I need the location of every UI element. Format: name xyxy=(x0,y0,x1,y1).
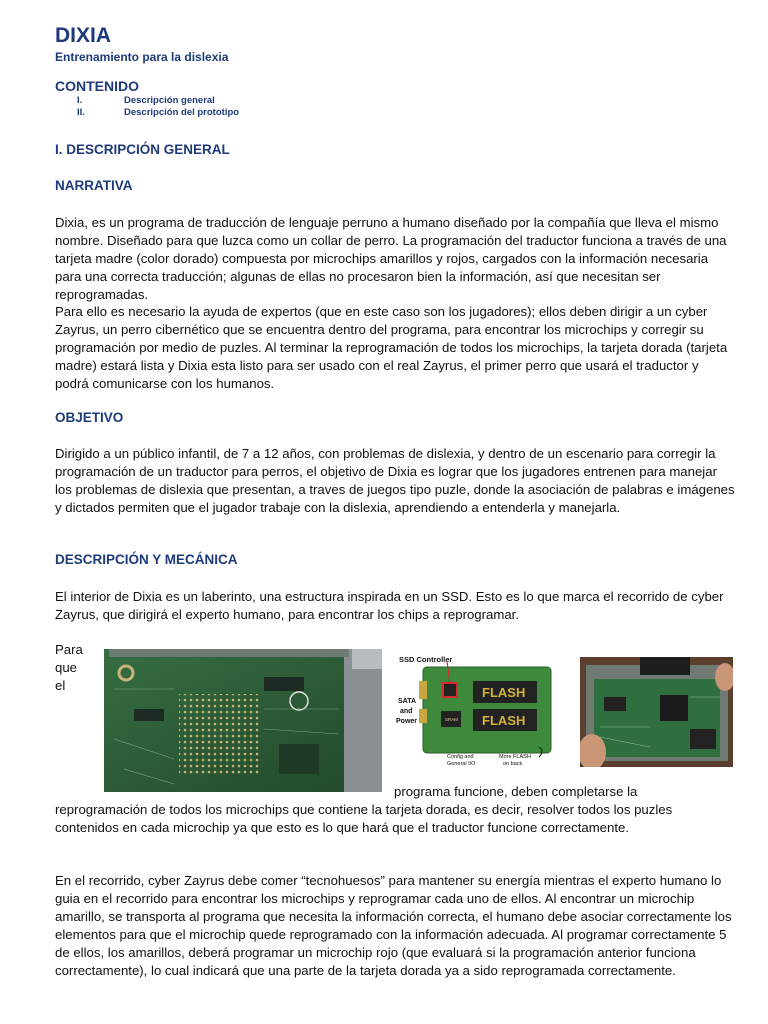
ssd-diagram xyxy=(395,653,553,767)
contents-heading: CONTENIDO xyxy=(55,78,139,94)
narrativa-paragraph-2: Para ello es necesario la ayuda de expertos (que en este caso son los jugadores); ellos deben dirigir a un cyber Zayrus, un perro cibernético que se encuentra dentro del programa, para encontrar los microchips y corregir su programación por medio de puzles. Al terminar la reprogramación de todos los microchips, la tarjeta dorada (tarjeta madre) estará lista y Dixia esta listo para ser usado con el real Zayrus, el primer perro que usará el traductor y podrá comunicarse con los humanos. xyxy=(55,304,728,391)
sata-label-1: SATA xyxy=(398,698,417,705)
section-heading-descripcion: DESCRIPCIÓN Y MECÁNICA xyxy=(55,552,238,567)
config-label-1: Config and xyxy=(447,754,474,760)
section-heading-narrativa: NARRATIVA xyxy=(55,178,133,193)
toc-number: I. xyxy=(77,95,83,106)
section-heading-general: I. DESCRIPCIÓN GENERAL xyxy=(55,142,230,157)
more-flash-label-1: More FLASH xyxy=(499,754,531,760)
objetivo-paragraph: Dirigido a un público infantil, de 7 a 12 años, con problemas de dislexia, y dentro de un escenario para corregir la programación de un traductor para perros, el objetivo de Dixia es lograr que los jugadores entrenen para manejar los problemas de dislexia que presentan, a traves de juegos tipo puzle, donde la asociación de palabras e imágenes y dictados permiten que el jugador trabaje con la dislexia, aprendiendo a entenderla y manejarla. xyxy=(55,446,735,515)
toc-label[interactable]: Descripción del prototipo xyxy=(124,107,240,118)
pcb-photo xyxy=(104,649,382,792)
para-word: el xyxy=(55,678,66,693)
doc-subtitle: Entrenamiento para la dislexia xyxy=(55,50,229,64)
descripcion-paragraph-2: reprogramación de todos los microchips que contiene la tarjeta dorada, es decir, resolver todos los puzles contenidos en cada microchip ya que esto es lo que hará que el traductor funcione correctamente. xyxy=(55,802,673,835)
image-continuation-text: programa funcione, deben completarse la xyxy=(394,784,638,799)
table-of-contents xyxy=(55,95,355,119)
descripcion-paragraph-1: El interior de Dixia es un laberinto, una estructura inspirada en un SSD. Esto es lo que marca el recorrido de cyber Zayrus, que dirigirá el experto humano, para encontrar los chips a reprogramar. xyxy=(55,589,724,622)
toc-label[interactable]: Descripción general xyxy=(124,95,215,106)
narrativa-paragraph-1: Dixia, es un programa de traducción de lenguaje perruno a humano diseñado por la compañía que lleva el mismo nombre. Diseñado para que luzca como un collar de perro. La programación del traductor funciona a través de una tarjeta madre (color dorado) compuesta por microchips amarillos y rojos, cargados con la información necesaria para una correcta traducción; algunas de ellas no procesaron bien la información, así que necesitan ser reprogramadas. xyxy=(55,215,727,302)
ssd-controller-label: SSD Controller xyxy=(399,655,453,664)
sata-label-3: Power xyxy=(396,718,418,725)
toc-item[interactable] xyxy=(55,107,355,119)
flash-label: FLASH xyxy=(482,713,526,728)
ssd-board-photo xyxy=(580,657,733,767)
doc-title: DIXIA xyxy=(55,24,112,47)
sata-label-2: and xyxy=(400,708,413,715)
more-flash-label-2: on back xyxy=(503,761,523,767)
descripcion-paragraph-3: En el recorrido, cyber Zayrus debe comer “tecnohuesos” para mantener su energía mientras el experto humano lo guia en el recorrido para encontrar los microchips y reprogramar cada uno de ellos. Al encontrar un microchip amarillo, se transporta al programa que necesita la información correcta, el humano debe asociar correctamente los elementos para que el microchip quede reprogramado con la información adecuada. Al programar correctamente 5 de ellos, los amarillos, deberá programar un microchip rojo (que evaluará si la programación anterior funciona correctamente), lo cual indicará que una parte de la tarjeta dorada ya a sido reprogramada correctamente. xyxy=(55,873,732,978)
sram-label: SRAM xyxy=(445,717,459,722)
toc-number: II. xyxy=(77,107,85,118)
toc-item[interactable] xyxy=(55,95,355,107)
flash-label: FLASH xyxy=(482,685,526,700)
para-word: Para xyxy=(55,642,83,657)
config-label-2: General I/O xyxy=(447,761,476,767)
section-heading-objetivo: OBJETIVO xyxy=(55,410,124,425)
para-word: que xyxy=(55,660,78,675)
